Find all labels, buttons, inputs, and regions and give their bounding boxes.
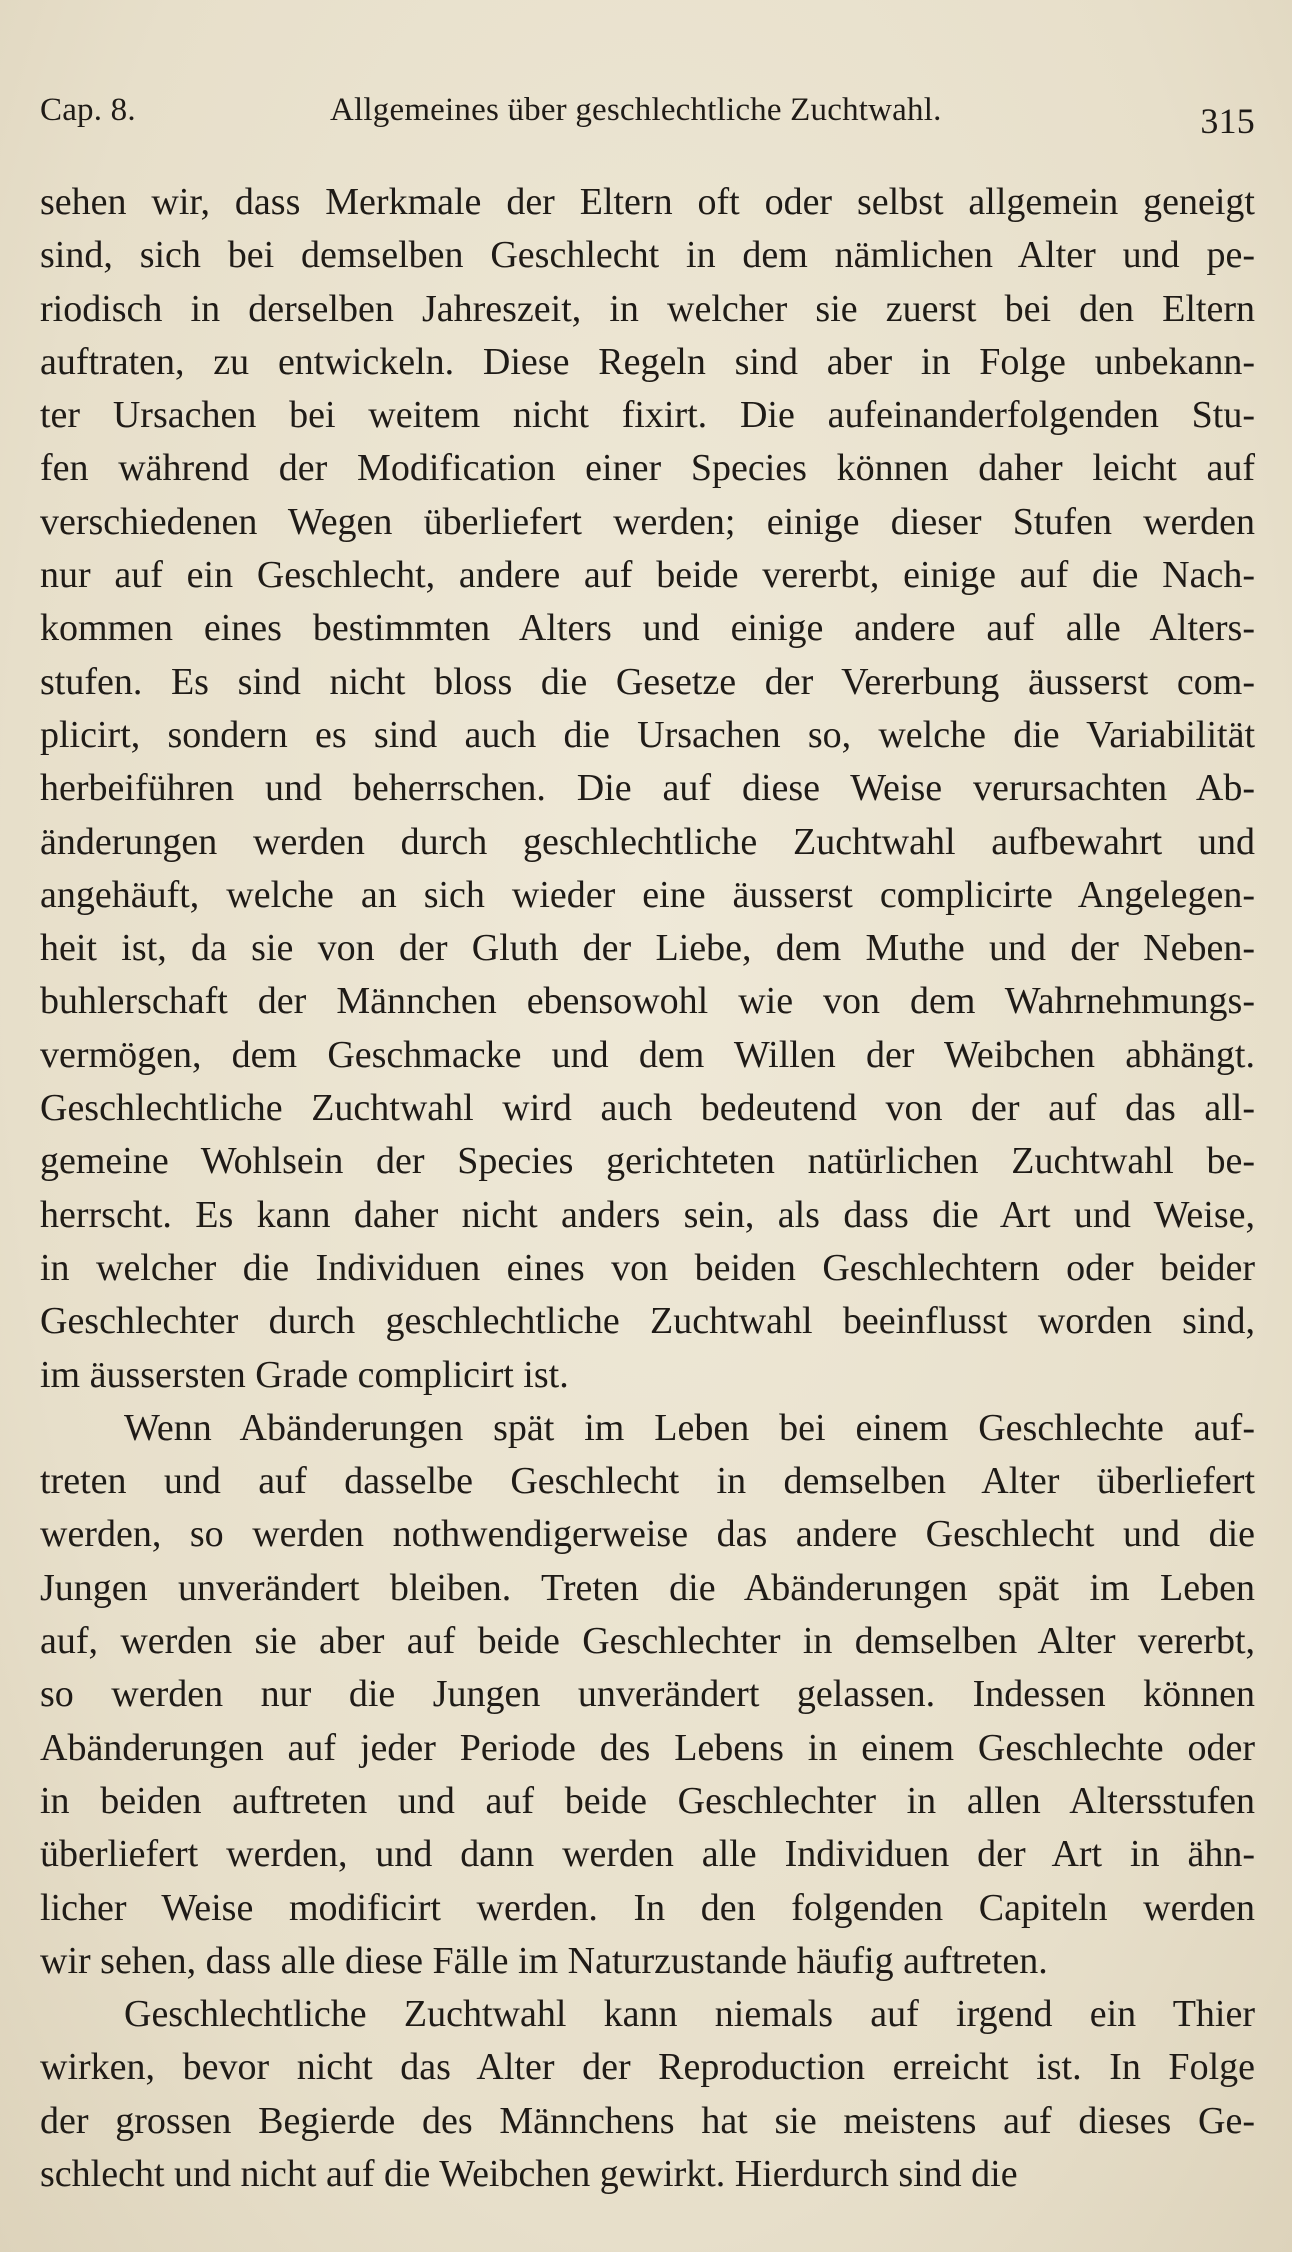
text-line: in beiden auftreten und auf beide Geschlechter in allen Altersstufen	[40, 1779, 1255, 1822]
text-line: überliefert werden, und dann werden alle Individuen der Art in ähn-	[40, 1833, 1255, 1876]
text-line: Abänderungen auf jeder Periode des Lebens in einem Geschlechte oder	[40, 1726, 1255, 1769]
text-line: herrscht. Es kann daher nicht anders sein, als dass die Art und Weise,	[40, 1193, 1255, 1236]
running-title: Allgemeines über geschlechtliche Zuchtwahl.	[330, 92, 942, 128]
text-line: sind, sich bei demselben Geschlecht in dem nämlichen Alter und pe-	[40, 234, 1255, 277]
text-line: angehäuft, welche an sich wieder eine äusserst complicirte Angelegen-	[40, 873, 1255, 916]
text-line: ter Ursachen bei weitem nicht fixirt. Die aufeinanderfolgenden Stu-	[40, 394, 1255, 437]
text-line: fen während der Modification einer Species können daher leicht auf	[40, 447, 1255, 490]
text-line: auf, werden sie aber auf beide Geschlechter in demselben Alter vererbt,	[40, 1620, 1255, 1663]
text-line: kommen eines bestimmten Alters und einige andere auf alle Alters-	[40, 607, 1255, 650]
text-line: so werden nur die Jungen unverändert gelassen. Indessen können	[40, 1673, 1255, 1716]
text-line: Geschlechter durch geschlechtliche Zuchtwahl beeinflusst worden sind,	[40, 1300, 1255, 1343]
text-line: Jungen unverändert bleiben. Treten die Abänderungen spät im Leben	[40, 1566, 1255, 1609]
paragraph	[40, 1402, 1255, 1988]
text-line: herbeiführen und beherrschen. Die auf diese Weise verursachten Ab-	[40, 767, 1255, 810]
text-line: schlecht und nicht auf die Weibchen gewirkt. Hierdurch sind die	[40, 2152, 1018, 2195]
text-line: licher Weise modificirt werden. In den folgenden Capiteln werden	[40, 1886, 1255, 1929]
running-header	[40, 92, 1255, 142]
body-text	[40, 176, 1255, 2201]
text-line: gemeine Wohlsein der Species gerichteten natürlichen Zuchtwahl be-	[40, 1140, 1255, 1183]
text-line: plicirt, sondern es sind auch die Ursachen so, welche die Variabilität	[40, 713, 1255, 756]
page-number: 315	[1200, 101, 1255, 141]
text-line: wir sehen, dass alle diese Fälle im Naturzustande häufig auftreten.	[40, 1939, 1048, 1982]
text-line: werden, so werden nothwendigerweise das andere Geschlecht und die	[40, 1513, 1255, 1556]
paragraph	[40, 176, 1255, 1402]
text-line: sehen wir, dass Merkmale der Eltern oft oder selbst allgemein geneigt	[40, 181, 1255, 223]
text-line: heit ist, da sie von der Gluth der Liebe, dem Muthe und der Neben-	[40, 927, 1255, 970]
text-line: Geschlechtliche Zuchtwahl kann niemals auf irgend ein Thier	[124, 1993, 1255, 2036]
text-line: wirken, bevor nicht das Alter der Reproduction erreicht ist. In Folge	[40, 2046, 1255, 2089]
text-line: der grossen Begierde des Männchens hat sie meistens auf dieses Ge-	[40, 2099, 1255, 2142]
paragraph	[40, 1988, 1255, 2201]
text-line: stufen. Es sind nicht bloss die Gesetze der Vererbung äusserst com-	[40, 660, 1255, 703]
text-line: verschiedenen Wegen überliefert werden; einige dieser Stufen werden	[40, 500, 1255, 543]
text-line: treten und auf dasselbe Geschlecht in demselben Alter überliefert	[40, 1460, 1255, 1503]
text-line: buhlerschaft der Männchen ebensowohl wie von dem Wahrnehmungs-	[40, 980, 1255, 1023]
text-line: vermögen, dem Geschmacke und dem Willen der Weibchen abhängt.	[40, 1033, 1255, 1076]
text-line: nur auf ein Geschlecht, andere auf beide vererbt, einige auf die Nach-	[40, 554, 1255, 597]
text-line: riodisch in derselben Jahreszeit, in welcher sie zuerst bei den Eltern	[40, 287, 1255, 330]
text-line: änderungen werden durch geschlechtliche Zuchtwahl aufbewahrt und	[40, 820, 1255, 863]
text-line: im äussersten Grade complicirt ist.	[40, 1353, 569, 1396]
text-line: Wenn Abänderungen spät im Leben bei einem Geschlechte auf-	[124, 1406, 1255, 1449]
text-line: Geschlechtliche Zuchtwahl wird auch bedeutend von der auf das all-	[40, 1087, 1255, 1130]
text-line: in welcher die Individuen eines von beiden Geschlechtern oder beider	[40, 1246, 1255, 1289]
chapter-label: Cap. 8.	[40, 92, 136, 128]
text-line: auftraten, zu entwickeln. Diese Regeln sind aber in Folge unbekann-	[40, 340, 1255, 383]
